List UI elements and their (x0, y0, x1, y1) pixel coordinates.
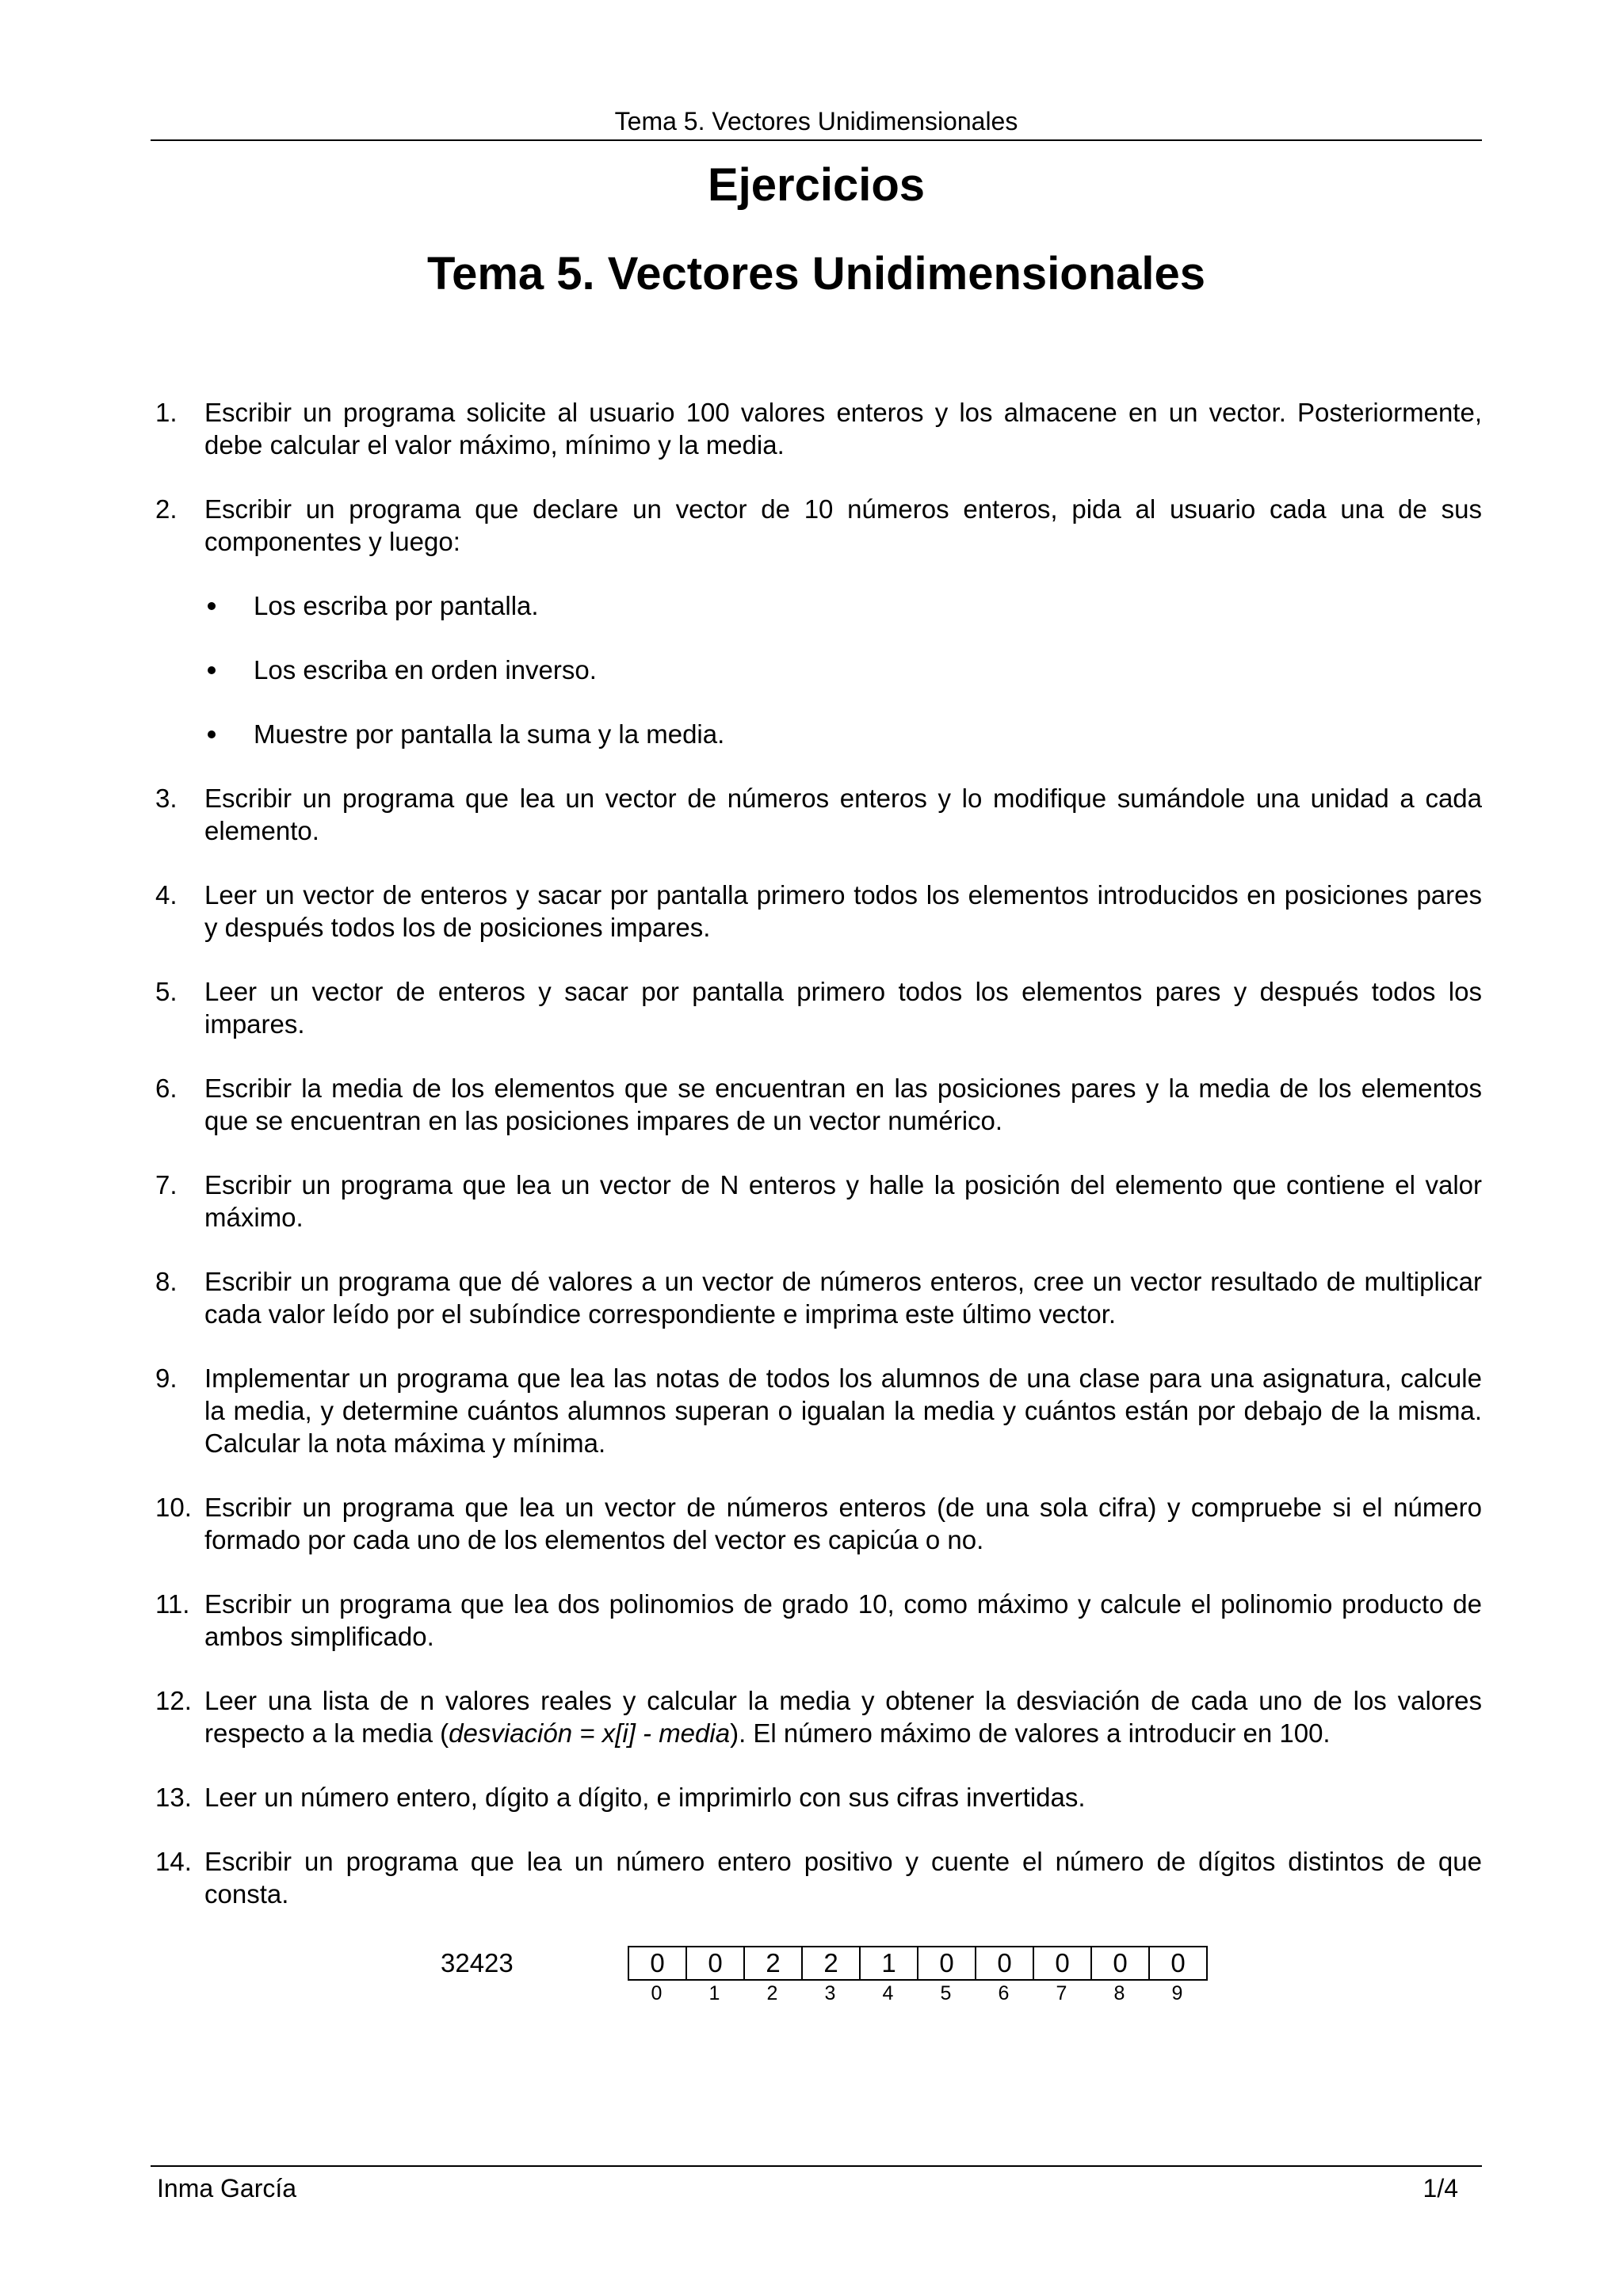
exercise-number: 8. (155, 1267, 178, 1296)
bullet-text: Los escriba en orden inverso. (254, 655, 597, 685)
page-title: Ejercicios (707, 159, 926, 211)
exercise-text-part: ). El número máximo de valores a introducir en 100. (730, 1718, 1331, 1748)
digit-count-cell: 2 (745, 1947, 803, 1979)
digit-count-cell: 2 (803, 1947, 861, 1979)
exercise-text-part: Leer una lista de n valores reales y calcular la media y obtener la desviación de cada uno de los valores respecto a la media ( (204, 1686, 1482, 1748)
exercise-number: 10. (155, 1493, 192, 1522)
exercise-item (151, 1169, 1482, 1234)
exercise-item (151, 1265, 1482, 1330)
bullet-item (204, 654, 1482, 686)
exercise-item (151, 782, 1482, 847)
digit-index-row (628, 1981, 1206, 2005)
exercise-text (204, 1686, 1482, 1748)
exercise-item (151, 1362, 1482, 1459)
exercise-number: 4. (155, 880, 178, 910)
exercise-text: Escribir un programa solicite al usuario 100 valores enteros y los almacene en un vector. Posteriormente, debe calcular el valor máximo, mínimo y la media. (204, 398, 1482, 460)
exercise-text: Leer un vector de enteros y sacar por pantalla primero todos los elementos pares y después todos los impares. (204, 977, 1482, 1039)
bullet-icon (208, 666, 216, 674)
formula-text: desviación = x[i] - media (449, 1718, 731, 1748)
bullet-icon (208, 730, 216, 738)
digit-count-cell: 0 (1034, 1947, 1092, 1979)
digit-count-cell: 0 (918, 1947, 976, 1979)
exercise-text: Escribir un programa que lea un vector de números enteros (de una sola cifra) y compruebe si el número formado por cada uno de los elementos del vector es capicúa o no. (204, 1493, 1482, 1554)
exercise-number: 13. (155, 1783, 192, 1812)
digit-index: 1 (708, 1982, 720, 2004)
digit-count-cell: 0 (1170, 1948, 1186, 1978)
exercise-text: Leer un número entero, dígito a dígito, e imprimirlo con sus cifras invertidas. (204, 1783, 1086, 1812)
exercise-text: Escribir un programa que lea un número entero positivo y cuente el número de dígitos distintos de que consta. (204, 1847, 1482, 1909)
digit-index: 4 (882, 1982, 894, 2004)
exercise-item (151, 1491, 1482, 1556)
exercise-item (151, 1781, 1482, 1814)
exercise-item (151, 1845, 1482, 1910)
exercise-text: Escribir la media de los elementos que se encuentran en las posiciones pares y la media de los elementos que se encuentran en las posiciones impares de un vector numérico. (204, 1074, 1482, 1135)
exercise-item (151, 1684, 1482, 1749)
exercise-text: Escribir un programa que lea un vector de números enteros y lo modifique sumándole una unidad a cada elemento. (204, 784, 1482, 845)
exercise-number: 3. (155, 784, 178, 813)
exercise-number: 7. (155, 1170, 178, 1199)
exercise-text: Escribir un programa que declare un vector de 10 números enteros, pida al usuario cada una de sus componentes y luego: (204, 494, 1482, 556)
bullet-icon (208, 602, 216, 610)
digit-index: 7 (1056, 1982, 1067, 2004)
exercise-text: Escribir un programa que lea dos polinomios de grado 10, como máximo y calcule el polinomio producto de ambos simplificado. (204, 1589, 1482, 1651)
exercise-item (151, 1588, 1482, 1653)
digit-count-cell: 0 (976, 1947, 1034, 1979)
bullet-item (204, 718, 1482, 750)
running-header: Tema 5. Vectores Unidimensionales (151, 106, 1482, 141)
bullet-list (204, 589, 1482, 750)
bullet-text: Los escriba por pantalla. (254, 591, 539, 620)
exercise-text: Escribir un programa que lea un vector de N enteros y halle la posición del elemento que contiene el valor máximo. (204, 1170, 1482, 1232)
exercise-item (151, 396, 1482, 461)
exercise-text: Leer un vector de enteros y sacar por pantalla primero todos los elementos introducidos en posiciones pares y después todos los de posiciones impares. (204, 880, 1482, 942)
digit-index: 3 (824, 1982, 836, 2004)
exercise-number: 5. (155, 977, 178, 1006)
bullet-text: Muestre por pantalla la suma y la media. (254, 719, 725, 749)
exercise-item (151, 1072, 1482, 1137)
digit-index: 0 (651, 1982, 663, 2004)
exercise-number: 1. (155, 398, 178, 427)
exercise-number: 6. (155, 1074, 178, 1103)
exercise-list (151, 396, 1482, 1942)
page-subtitle: Tema 5. Vectores Unidimensionales (426, 248, 1206, 299)
digit-index: 5 (940, 1982, 952, 2004)
digit-count-cell: 1 (861, 1947, 918, 1979)
digit-count-cell: 0 (1092, 1947, 1150, 1979)
exercise-text: Escribir un programa que dé valores a un vector de números enteros, cree un vector resultado de multiplicar cada valor leído por el subíndice correspondiente e imprima este último vector. (204, 1267, 1482, 1329)
page-footer (151, 2165, 1482, 2203)
page-number: 1/4 (1423, 2174, 1458, 2203)
exercise-text: Implementar un programa que lea las notas de todos los alumnos de una clase para una asignatura, calcule la media, y determine cuántos alumnos superan o igualan la media y cuántos están por debajo de la misma. Calcular la nota máxima y mínima. (204, 1363, 1482, 1458)
digit-count-cell: 0 (687, 1947, 745, 1979)
exercise-number: 9. (155, 1363, 178, 1393)
exercise-item (151, 879, 1482, 944)
digit-count-cell: 0 (629, 1947, 687, 1979)
exercise-number: 11. (155, 1589, 190, 1619)
exercise-number: 14. (155, 1847, 192, 1876)
example-number: 32423 (441, 1948, 514, 1978)
exercise-item (151, 493, 1482, 750)
digit-index: 9 (1171, 1982, 1183, 2004)
digit-index: 6 (998, 1982, 1010, 2004)
exercise-item (151, 975, 1482, 1040)
bullet-item (204, 589, 1482, 622)
digit-count-table (628, 1946, 1208, 1981)
digit-index: 8 (1113, 1982, 1125, 2004)
digit-index: 2 (766, 1982, 778, 2004)
footer-author: Inma García (157, 2174, 297, 2203)
exercise-number: 2. (155, 494, 178, 524)
exercise-number: 12. (155, 1686, 192, 1715)
